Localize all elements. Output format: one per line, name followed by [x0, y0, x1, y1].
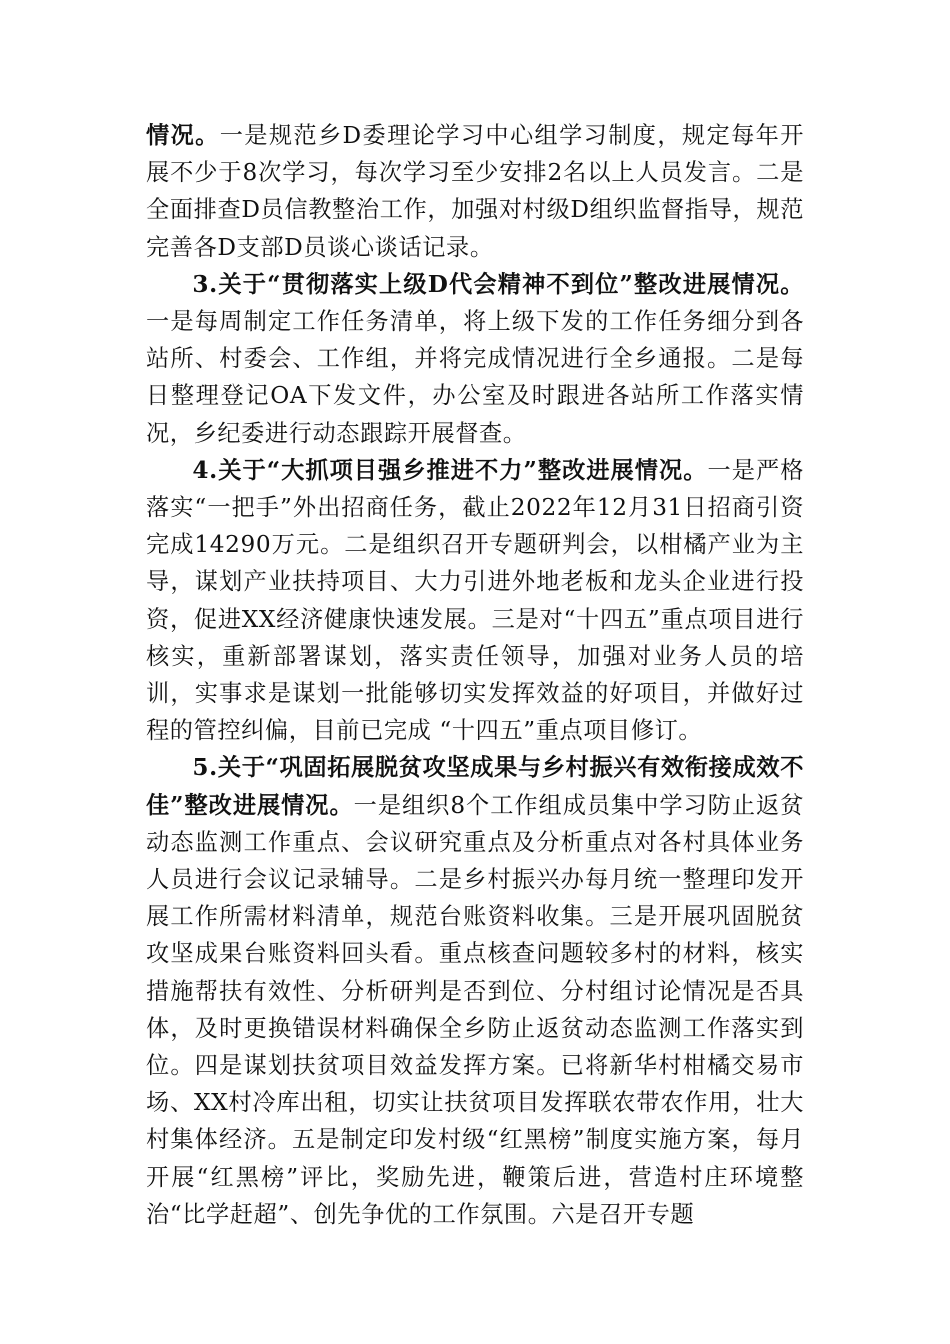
- paragraph-4-lead: 5.关于“巩固拓展脱贫攻坚成果与乡村振兴有效衔接成效不佳”整改进展情况。: [146, 754, 804, 819]
- paragraph-4-body: 一是组织8个工作组成员集中学习防止返贫动态监测工作重点、会议研究重点及分析重点对各村具体业务人员进行会议记录辅导。二是乡村振兴办每月统一整理印发开展工作所需材料清单，规范台账资料收集。三是开展巩固脱贫攻坚成果台账资料回头看。重点核查问题较多村的材料，核实措施帮扶有效性、分析研判是否到位、分村组讨论情况是否具体，及时更换错误材料确保全乡防止返贫动态监测工作落实到位。四是谋划扶贫项目效益发挥方案。已将新华村柑橘交易市场、XX村冷库出租，切实让扶贫项目发挥联农带农作用，壮大村集体经济。五是制定印发村级“红黑榜”制度实施方案，每月开展“红黑榜”评比，奖励先进，鞭策后进，营造村庄环境整治“比学赶超”、创先争优的工作氛围。六是召开专题: [146, 791, 804, 1228]
- paragraph-1: [146, 117, 804, 266]
- paragraph-3-body: 一是严格落实“一把手”外出招商任务，截止2022年12月31日招商引资完成14290万元。二是组织召开专题研判会，以柑橘产业为主导，谋划产业扶持项目、大力引进外地老板和龙头企业进行投资，促进XX经济健康快速发展。三是对“十四五”重点项目进行核实，重新部署谋划，落实责任领导，加强对业务人员的培训，实事求是谋划一批能够切实发挥效益的好项目，并做好过程的管控纠偏，目前已完成 “十四五”重点项目修订。: [146, 456, 804, 745]
- paragraph-3: [146, 452, 804, 750]
- paragraph-1-lead: 情况。: [146, 122, 220, 149]
- paragraph-2: [146, 266, 804, 452]
- document-page: [146, 117, 804, 1233]
- paragraph-1-body: 一是规范乡D委理论学习中心组学习制度，规定每年开展不少于8次学习，每次学习至少安排2名以上人员发言。二是全面排查D员信教整治工作，加强对村级D组织监督指导，规范完善各D支部D员谈心谈话记录。: [146, 122, 804, 261]
- paragraph-4: [146, 749, 804, 1233]
- paragraph-3-lead: 4.关于“大抓项目强乡推进不力”整改进展情况。: [192, 456, 708, 484]
- paragraph-2-lead: 3.关于“贯彻落实上级D代会精神不到位”整改进展情况。: [192, 270, 804, 298]
- paragraph-2-body: 一是每周制定工作任务清单，将上级下发的工作任务细分到各站所、村委会、工作组，并将完成情况进行全乡通报。二是每日整理登记OA下发文件，办公室及时跟进各站所工作落实情况，乡纪委进行动态跟踪开展督查。: [146, 308, 804, 447]
